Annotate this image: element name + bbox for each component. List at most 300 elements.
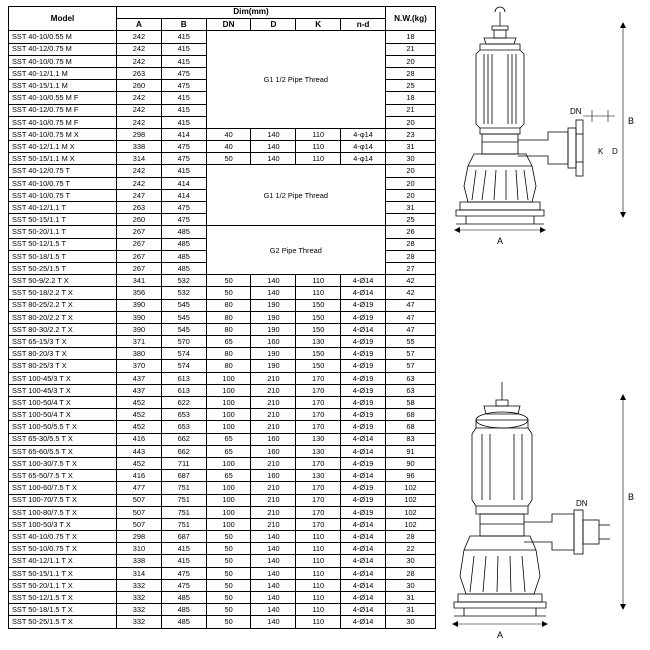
cell-d: 140 xyxy=(251,543,296,555)
cell-model: SST 50-15/1.1 M X xyxy=(9,153,117,165)
cell-model: SST 100-70/7.5 T X xyxy=(9,494,117,506)
cell-a: 267 xyxy=(117,238,162,250)
cell-k: 150 xyxy=(296,299,341,311)
cell-dn: 80 xyxy=(206,348,251,360)
cell-b: 545 xyxy=(161,323,206,335)
cell-nd: 4-Ø14 xyxy=(341,287,386,299)
cell-net-weight: 23 xyxy=(386,128,436,140)
cell-dn: 100 xyxy=(206,384,251,396)
cell-b: 485 xyxy=(161,604,206,616)
table-row xyxy=(9,531,436,543)
cell-a: 507 xyxy=(117,494,162,506)
table-row xyxy=(9,494,436,506)
dim-label-k-top: K xyxy=(598,147,604,156)
cell-b: 415 xyxy=(161,43,206,55)
cell-k: 110 xyxy=(296,555,341,567)
cell-b: 475 xyxy=(161,153,206,165)
cell-net-weight: 28 xyxy=(386,531,436,543)
cell-dn: 65 xyxy=(206,336,251,348)
cell-model: SST 50-25/1.5 T xyxy=(9,262,117,274)
table-row xyxy=(9,506,436,518)
cell-a: 416 xyxy=(117,433,162,445)
cell-nd: 4-φ14 xyxy=(341,153,386,165)
table-row xyxy=(9,287,436,299)
cell-k: 110 xyxy=(296,287,341,299)
cell-d: 190 xyxy=(251,323,296,335)
cell-nd: 4-Ø19 xyxy=(341,372,386,384)
table-row xyxy=(9,445,436,457)
cell-nd: 4-Ø14 xyxy=(341,616,386,628)
table-row xyxy=(9,348,436,360)
cell-a: 443 xyxy=(117,445,162,457)
cell-a: 242 xyxy=(117,31,162,43)
cell-a: 370 xyxy=(117,360,162,372)
cell-model: SST 40-10/0.55 M xyxy=(9,31,117,43)
cell-model: SST 40-12/0.75 M F xyxy=(9,104,117,116)
cell-b: 475 xyxy=(161,141,206,153)
cell-dn: 100 xyxy=(206,518,251,530)
cell-dn: 100 xyxy=(206,372,251,384)
cell-net-weight: 28 xyxy=(386,67,436,79)
cell-d: 140 xyxy=(251,592,296,604)
cell-model: SST 50-15/1.1 T xyxy=(9,214,117,226)
cell-d: 210 xyxy=(251,494,296,506)
cell-model: SST 40-12/1.1 T X xyxy=(9,555,117,567)
cell-nd: 4-Ø14 xyxy=(341,531,386,543)
cell-a: 267 xyxy=(117,250,162,262)
table-row xyxy=(9,518,436,530)
cell-a: 242 xyxy=(117,92,162,104)
cell-b: 711 xyxy=(161,457,206,469)
cell-nd: 4-φ14 xyxy=(341,141,386,153)
cell-nd: 4-Ø14 xyxy=(341,470,386,482)
cell-a: 263 xyxy=(117,67,162,79)
cell-b: 662 xyxy=(161,433,206,445)
cell-d: 160 xyxy=(251,336,296,348)
cell-k: 170 xyxy=(296,518,341,530)
cell-b: 485 xyxy=(161,262,206,274)
table-row xyxy=(9,604,436,616)
cell-nd: 4-Ø14 xyxy=(341,604,386,616)
cell-dn: 100 xyxy=(206,506,251,518)
cell-b: 532 xyxy=(161,275,206,287)
cell-net-weight: 25 xyxy=(386,214,436,226)
cell-dn: 100 xyxy=(206,457,251,469)
table-row xyxy=(9,128,436,140)
cell-net-weight: 28 xyxy=(386,238,436,250)
cell-a: 416 xyxy=(117,470,162,482)
cell-a: 260 xyxy=(117,80,162,92)
cell-k: 110 xyxy=(296,567,341,579)
cell-b: 545 xyxy=(161,299,206,311)
cell-nd: 4-Ø14 xyxy=(341,433,386,445)
cell-b: 574 xyxy=(161,348,206,360)
table-row xyxy=(9,543,436,555)
cell-k: 170 xyxy=(296,384,341,396)
table-row xyxy=(9,31,436,43)
pump-drawing-top xyxy=(440,4,650,254)
cell-net-weight: 30 xyxy=(386,153,436,165)
cell-k: 170 xyxy=(296,421,341,433)
cell-b: 415 xyxy=(161,555,206,567)
cell-net-weight: 31 xyxy=(386,604,436,616)
cell-b: 415 xyxy=(161,92,206,104)
cell-a: 390 xyxy=(117,299,162,311)
table-row xyxy=(9,323,436,335)
cell-d: 190 xyxy=(251,348,296,360)
cell-net-weight: 102 xyxy=(386,506,436,518)
cell-b: 653 xyxy=(161,409,206,421)
cell-net-weight: 30 xyxy=(386,579,436,591)
cell-b: 475 xyxy=(161,214,206,226)
cell-k: 110 xyxy=(296,579,341,591)
cell-net-weight: 18 xyxy=(386,92,436,104)
cell-model: SST 100-45/3 T X xyxy=(9,384,117,396)
cell-net-weight: 21 xyxy=(386,104,436,116)
cell-b: 414 xyxy=(161,189,206,201)
cell-dn: 40 xyxy=(206,128,251,140)
table-row xyxy=(9,579,436,591)
cell-model: SST 40-12/1.1 T xyxy=(9,202,117,214)
table-row xyxy=(9,153,436,165)
cell-model: SST 50-12/1.5 T xyxy=(9,238,117,250)
cell-d: 210 xyxy=(251,518,296,530)
cell-nd: 4-Ø19 xyxy=(341,299,386,311)
table-row xyxy=(9,360,436,372)
cell-b: 415 xyxy=(161,165,206,177)
cell-d: 140 xyxy=(251,604,296,616)
cell-a: 507 xyxy=(117,506,162,518)
cell-b: 475 xyxy=(161,202,206,214)
cell-a: 332 xyxy=(117,592,162,604)
cell-nd: 4-Ø19 xyxy=(341,311,386,323)
cell-d: 160 xyxy=(251,445,296,457)
cell-b: 414 xyxy=(161,128,206,140)
cell-model: SST 40-10/0.55 M F xyxy=(9,92,117,104)
cell-a: 437 xyxy=(117,384,162,396)
cell-a: 332 xyxy=(117,616,162,628)
cell-net-weight: 57 xyxy=(386,348,436,360)
cell-nd: 4-Ø14 xyxy=(341,543,386,555)
cell-net-weight: 90 xyxy=(386,457,436,469)
cell-nd: 4-Ø19 xyxy=(341,360,386,372)
cell-dn: 50 xyxy=(206,592,251,604)
cell-model: SST 50-18/1.5 T xyxy=(9,250,117,262)
cell-nd: 4-Ø19 xyxy=(341,506,386,518)
table-row xyxy=(9,433,436,445)
cell-a: 452 xyxy=(117,457,162,469)
cell-dn: 80 xyxy=(206,360,251,372)
cell-b: 613 xyxy=(161,384,206,396)
cell-d: 140 xyxy=(251,555,296,567)
cell-net-weight: 68 xyxy=(386,421,436,433)
cell-net-weight: 102 xyxy=(386,518,436,530)
cell-model: SST 100-80/7.5 T X xyxy=(9,506,117,518)
cell-model: SST 80-25/3 T X xyxy=(9,360,117,372)
cell-k: 110 xyxy=(296,543,341,555)
cell-d: 140 xyxy=(251,616,296,628)
cell-net-weight: 28 xyxy=(386,250,436,262)
cell-dn: 80 xyxy=(206,323,251,335)
cell-k: 110 xyxy=(296,616,341,628)
cell-d: 210 xyxy=(251,372,296,384)
cell-net-weight: 91 xyxy=(386,445,436,457)
cell-model: SST 50-9/2.2 T X xyxy=(9,275,117,287)
table-row xyxy=(9,336,436,348)
column-header-dn: DN xyxy=(206,19,251,31)
cell-a: 332 xyxy=(117,604,162,616)
column-header-dim-group: Dim(mm) xyxy=(117,7,386,19)
cell-nd: 4-Ø14 xyxy=(341,518,386,530)
cell-model: SST 50-18/2.2 T X xyxy=(9,287,117,299)
cell-k: 110 xyxy=(296,153,341,165)
cell-nd: 4-Ø14 xyxy=(341,592,386,604)
cell-model: SST 100-50/5.5 T X xyxy=(9,421,117,433)
cell-d: 160 xyxy=(251,433,296,445)
cell-nd: 4-Ø19 xyxy=(341,482,386,494)
cell-b: 485 xyxy=(161,592,206,604)
cell-dn: 65 xyxy=(206,433,251,445)
cell-a: 298 xyxy=(117,531,162,543)
cell-a: 242 xyxy=(117,55,162,67)
cell-b: 415 xyxy=(161,104,206,116)
cell-b: 613 xyxy=(161,372,206,384)
cell-net-weight: 42 xyxy=(386,275,436,287)
cell-k: 110 xyxy=(296,531,341,543)
cell-b: 475 xyxy=(161,80,206,92)
cell-model: SST 80-30/2.2 T X xyxy=(9,323,117,335)
cell-net-weight: 20 xyxy=(386,55,436,67)
cell-d: 210 xyxy=(251,506,296,518)
table-row xyxy=(9,592,436,604)
merged-thread-cell-3: G2 Pipe Thread xyxy=(206,226,385,275)
table-body xyxy=(9,31,436,628)
cell-d: 190 xyxy=(251,360,296,372)
table-row xyxy=(9,141,436,153)
cell-d: 160 xyxy=(251,470,296,482)
cell-d: 140 xyxy=(251,128,296,140)
cell-a: 260 xyxy=(117,214,162,226)
cell-model: SST 100-50/3 T X xyxy=(9,518,117,530)
cell-k: 150 xyxy=(296,360,341,372)
cell-d: 140 xyxy=(251,275,296,287)
cell-a: 390 xyxy=(117,323,162,335)
column-header-nd: n-d xyxy=(341,19,386,31)
cell-dn: 100 xyxy=(206,494,251,506)
cell-k: 170 xyxy=(296,409,341,421)
cell-net-weight: 31 xyxy=(386,141,436,153)
cell-nd: 4-Ø19 xyxy=(341,384,386,396)
cell-net-weight: 96 xyxy=(386,470,436,482)
cell-a: 452 xyxy=(117,397,162,409)
cell-nd: 4-Ø19 xyxy=(341,336,386,348)
dim-label-dn-top: DN xyxy=(570,107,582,116)
table-header xyxy=(9,7,436,31)
cell-b: 485 xyxy=(161,226,206,238)
cell-dn: 50 xyxy=(206,153,251,165)
cell-nd: 4-Ø19 xyxy=(341,421,386,433)
cell-b: 485 xyxy=(161,616,206,628)
cell-model: SST 40-10/0.75 T X xyxy=(9,531,117,543)
dim-label-d-top: D xyxy=(612,147,618,156)
cell-b: 622 xyxy=(161,397,206,409)
cell-k: 170 xyxy=(296,494,341,506)
cell-net-weight: 42 xyxy=(386,287,436,299)
cell-model: SST 40-12/0.75 T xyxy=(9,165,117,177)
cell-model: SST 50-10/0.75 T X xyxy=(9,543,117,555)
cell-model: SST 65-50/7.5 T X xyxy=(9,470,117,482)
cell-a: 390 xyxy=(117,311,162,323)
cell-net-weight: 20 xyxy=(386,116,436,128)
cell-net-weight: 26 xyxy=(386,226,436,238)
merged-thread-cell-2: G1 1/2 Pipe Thread xyxy=(206,165,385,226)
cell-b: 475 xyxy=(161,67,206,79)
column-header-b: B xyxy=(161,19,206,31)
table-row xyxy=(9,226,436,238)
table-row xyxy=(9,482,436,494)
dim-label-a-bottom: A xyxy=(497,630,504,640)
cell-a: 477 xyxy=(117,482,162,494)
cell-a: 242 xyxy=(117,43,162,55)
cell-a: 314 xyxy=(117,153,162,165)
cell-dn: 100 xyxy=(206,409,251,421)
cell-k: 110 xyxy=(296,592,341,604)
cell-net-weight: 83 xyxy=(386,433,436,445)
cell-model: SST 40-10/0.75 M F xyxy=(9,116,117,128)
cell-net-weight: 55 xyxy=(386,336,436,348)
cell-model: SST 80-20/2.2 T X xyxy=(9,311,117,323)
cell-k: 170 xyxy=(296,397,341,409)
cell-a: 452 xyxy=(117,421,162,433)
cell-a: 314 xyxy=(117,567,162,579)
cell-dn: 50 xyxy=(206,616,251,628)
cell-b: 415 xyxy=(161,55,206,67)
cell-net-weight: 21 xyxy=(386,43,436,55)
cell-d: 210 xyxy=(251,482,296,494)
table-header-row-1 xyxy=(9,7,436,19)
cell-b: 415 xyxy=(161,543,206,555)
cell-dn: 100 xyxy=(206,482,251,494)
cell-nd: 4-Ø14 xyxy=(341,323,386,335)
cell-model: SST 100-50/4 T X xyxy=(9,397,117,409)
cell-dn: 50 xyxy=(206,604,251,616)
cell-model: SST 80-20/3 T X xyxy=(9,348,117,360)
cell-b: 751 xyxy=(161,506,206,518)
cell-dn: 40 xyxy=(206,141,251,153)
cell-a: 242 xyxy=(117,177,162,189)
cell-net-weight: 31 xyxy=(386,592,436,604)
cell-b: 415 xyxy=(161,116,206,128)
cell-model: SST 100-30/7.5 T X xyxy=(9,457,117,469)
cell-b: 662 xyxy=(161,445,206,457)
cell-model: SST 40-10/0.75 T xyxy=(9,189,117,201)
technical-drawings xyxy=(440,0,650,650)
cell-k: 110 xyxy=(296,128,341,140)
cell-b: 475 xyxy=(161,579,206,591)
cell-a: 263 xyxy=(117,202,162,214)
cell-d: 210 xyxy=(251,421,296,433)
cell-k: 110 xyxy=(296,275,341,287)
cell-k: 170 xyxy=(296,506,341,518)
cell-d: 140 xyxy=(251,579,296,591)
cell-k: 110 xyxy=(296,604,341,616)
cell-net-weight: 28 xyxy=(386,567,436,579)
table-row xyxy=(9,567,436,579)
cell-nd: 4-Ø19 xyxy=(341,494,386,506)
cell-k: 130 xyxy=(296,470,341,482)
cell-dn: 65 xyxy=(206,445,251,457)
cell-a: 310 xyxy=(117,543,162,555)
cell-b: 653 xyxy=(161,421,206,433)
cell-k: 110 xyxy=(296,141,341,153)
cell-a: 437 xyxy=(117,372,162,384)
cell-model: SST 50-18/1.5 T X xyxy=(9,604,117,616)
cell-net-weight: 47 xyxy=(386,311,436,323)
column-header-k: K xyxy=(296,19,341,31)
cell-b: 574 xyxy=(161,360,206,372)
cell-dn: 100 xyxy=(206,421,251,433)
cell-d: 210 xyxy=(251,457,296,469)
cell-net-weight: 22 xyxy=(386,543,436,555)
cell-net-weight: 27 xyxy=(386,262,436,274)
cell-model: SST 100-50/4 T X xyxy=(9,409,117,421)
dim-label-dn-bottom: DN xyxy=(576,499,588,508)
cell-model: SST 50-20/1.1 T X xyxy=(9,579,117,591)
cell-a: 338 xyxy=(117,141,162,153)
cell-model: SST 40-12/1.1 M xyxy=(9,67,117,79)
cell-d: 140 xyxy=(251,567,296,579)
cell-dn: 50 xyxy=(206,287,251,299)
cell-net-weight: 47 xyxy=(386,323,436,335)
cell-net-weight: 63 xyxy=(386,384,436,396)
cell-a: 338 xyxy=(117,555,162,567)
cell-model: SST 100-60/7.5 T X xyxy=(9,482,117,494)
cell-b: 485 xyxy=(161,238,206,250)
cell-d: 140 xyxy=(251,141,296,153)
cell-net-weight: 102 xyxy=(386,482,436,494)
cell-b: 687 xyxy=(161,531,206,543)
table-row xyxy=(9,616,436,628)
cell-k: 170 xyxy=(296,482,341,494)
cell-dn: 100 xyxy=(206,397,251,409)
cell-net-weight: 31 xyxy=(386,202,436,214)
cell-net-weight: 102 xyxy=(386,494,436,506)
cell-dn: 50 xyxy=(206,543,251,555)
cell-model: SST 50-12/1.5 T X xyxy=(9,592,117,604)
cell-b: 414 xyxy=(161,177,206,189)
cell-k: 130 xyxy=(296,433,341,445)
cell-nd: 4-Ø19 xyxy=(341,457,386,469)
cell-dn: 50 xyxy=(206,567,251,579)
cell-net-weight: 20 xyxy=(386,165,436,177)
column-header-d: D xyxy=(251,19,296,31)
cell-a: 247 xyxy=(117,189,162,201)
cell-model: SST 80-25/2.2 T X xyxy=(9,299,117,311)
cell-d: 210 xyxy=(251,384,296,396)
cell-nd: 4-Ø19 xyxy=(341,397,386,409)
cell-dn: 50 xyxy=(206,579,251,591)
cell-b: 751 xyxy=(161,494,206,506)
cell-nd: 4-Ø19 xyxy=(341,409,386,421)
cell-model: SST 40-10/0.75 T xyxy=(9,177,117,189)
cell-d: 140 xyxy=(251,153,296,165)
cell-a: 242 xyxy=(117,165,162,177)
cell-dn: 80 xyxy=(206,311,251,323)
cell-a: 242 xyxy=(117,116,162,128)
cell-net-weight: 68 xyxy=(386,409,436,421)
cell-a: 507 xyxy=(117,518,162,530)
cell-model: SST 40-15/1.1 M xyxy=(9,80,117,92)
